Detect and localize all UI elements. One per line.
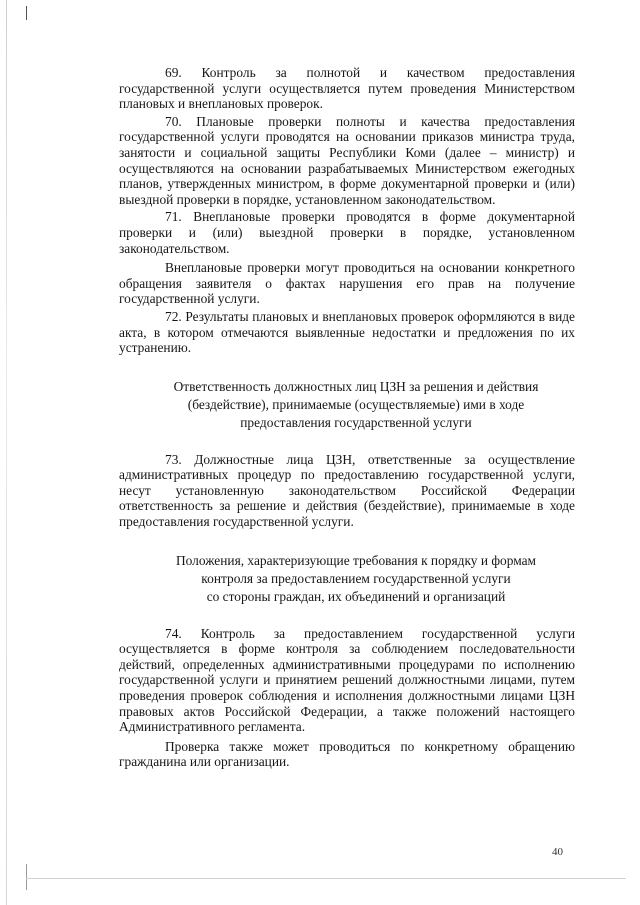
heading-line: контроля за предоставлением государственной услуги: [201, 570, 511, 586]
heading-line: Положения, характеризующие требования к порядку и формам: [175, 552, 536, 568]
heading-line: предоставления государственной услуги: [240, 414, 472, 430]
paragraph-70: 70. Плановые проверки полноты и качества предоставления государственной услуги проводятся на основании приказов министра труда, занятости и социальной защиты Республики Коми (далее – министр) и осуществляются на основании разрабатываемых Министерством ежегодных планов, утвержденных министром, в форме документарной проверки и (или) выездной проверки в порядке, установленном законодательством.: [119, 113, 575, 207]
scan-tick-mark: [26, 6, 27, 20]
paragraph-69: 69. Контроль за полнотой и качеством предоставления государственной услуги осуществляется путем проведения Министерством плановых и внеплановых проверок.: [119, 65, 575, 112]
page-content: [119, 65, 575, 770]
section-heading-control-requirements: [137, 552, 575, 606]
paragraph-74-continuation: Проверка также может проводиться по конкретному обращению гражданина или организации.: [119, 738, 575, 770]
heading-line: Ответственность должностных лиц ЦЗН за решения и действия: [173, 378, 539, 394]
scan-edge-left: [6, 0, 7, 905]
heading-line: со стороны граждан, их объединений и организаций: [206, 588, 506, 604]
scan-line-bottom: [26, 878, 626, 879]
paragraph-73: 73. Должностные лица ЦЗН, ответственные за осуществление административных процедур по предоставлению государственной услуги, несут установленную законодательством Российской Федерации ответственность за решение и действия (бездействие), принимаемые в ходе предоставления государственной услуги.: [119, 451, 575, 530]
heading-line: (бездействие), принимаемые (осуществляемые) ими в ходе: [187, 396, 525, 412]
scan-mark-bottom: [26, 864, 27, 890]
paragraph-72: 72. Результаты плановых и внеплановых проверок оформляются в виде акта, в котором отмечаются выявленные недостатки и предложения по их устранению.: [119, 308, 575, 356]
section-heading-responsibility: [137, 378, 575, 432]
paragraph-74: 74. Контроль за предоставлением государственной услуги осуществляется в форме контроля за соблюдением последовательности действий, определенных административными процедурами по исполнению государственной услуги и принятием решений должностными лицами, путем проведения проверок соблюдения и исполнения должностными лицами ЦЗН правовых актов Российской Федерации, а также положений настоящего Административного регламента.: [119, 625, 575, 735]
paragraph-71-continuation: Внеплановые проверки могут проводиться на основании конкретного обращения заявителя о фактах нарушения его прав на получение государственной услуги.: [119, 260, 575, 307]
paragraph-71: 71. Внеплановые проверки проводятся в форме документарной проверки и (или) выездной проверки в порядке, установленном законодательством.: [119, 209, 575, 256]
page-number: 40: [552, 846, 563, 858]
